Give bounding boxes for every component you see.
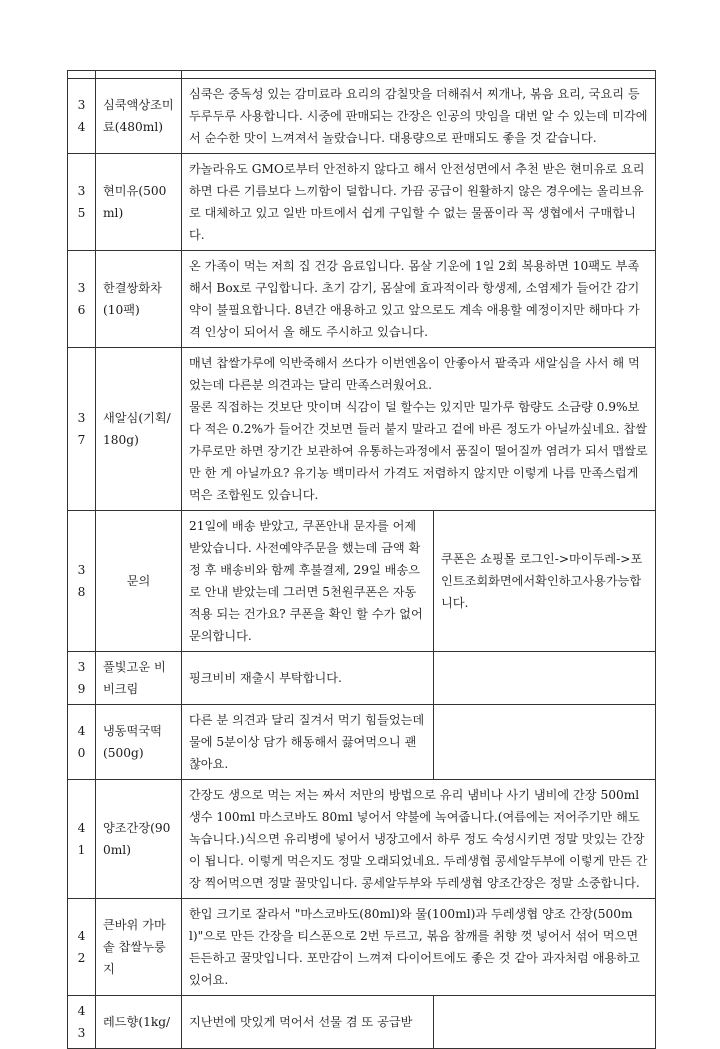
row-number: 41 xyxy=(68,780,96,899)
review-paragraph: 심쿡은 중독성 있는 감미료라 요리의 감칠맛을 더해줘서 찌개나, 볶음 요리, 국요리 등 두루두루 사용합니다. 시중에 판매되는 간장은 인공의 맛임을 대번 알 수 있는데 미각에서 순수한 맛이 느껴져서 놀랐습니다. 대용량으로 판매되도 좋을 것 같습니다. xyxy=(189,87,648,145)
top-spacer-row xyxy=(68,71,656,79)
product-name: 심쿡액상조미료(480ml) xyxy=(96,79,182,154)
product-name: 양조간장(900ml) xyxy=(96,780,182,899)
table-row xyxy=(68,511,656,652)
table-row xyxy=(68,996,656,1049)
review-text xyxy=(182,996,434,1049)
review-paragraph: 카놀라유도 GMO로부터 안전하지 않다고 해서 안전성면에서 추천 받은 현미유로 요리하면 다른 기름보다 느끼함이 덜합니다. 가끔 공급이 원활하지 않은 경우에는 올리브유로 대체하고 있고 일반 마트에서 쉽게 구입할 수 없는 물품이라 꼭 생협에서 구매합니다. xyxy=(189,162,645,242)
feedback-table xyxy=(67,70,656,1049)
product-name: 큰바위 가마솥 찹쌀누룽지 xyxy=(96,899,182,996)
row-number: 37 xyxy=(68,348,96,511)
product-name: 냉동떡국떡(500g) xyxy=(96,705,182,780)
table-row xyxy=(68,705,656,780)
review-text xyxy=(182,705,434,780)
response-text xyxy=(434,705,656,780)
review-paragraph: 간장도 생으로 먹는 저는 짜서 저만의 방법으로 유리 냄비나 사기 냄비에 간장 500ml 생수 100ml 마스코바도 80ml 넣어서 약불에 녹여줍니다.(여름에는 저어주기만 해도 녹습니다.)식으면 유리병에 넣어서 냉장고에서 하루 정도 숙성시키면 정말 맛있는 간장이 됩니다. 이렇게 먹은지도 정말 오래되었네요. 두레생협 콩세알두부에 이렇게 만든 간장 찍어먹으면 정말 꿀맛입니다. 콩세알두부와 두레생협 양조간장은 정말 소중합니다. xyxy=(189,788,648,890)
review-paragraph: 물론 직접하는 것보단 맛이며 식감이 덜 할수는 있지만 밀가루 함량도 소금량 0.9%보다 적은 0.2%가 들어간 것보면 들러 붙지 말라고 겉에 바른 정도가 아닐까싶네요. 찹쌀가루로만 하면 장기간 보관하여 유통하는과정에서 품질이 떨어질까 염려가 되서 맵쌀로만 한 게 아닐까요? 유기농 백미라서 가격도 저렴하지 않지만 이렇게 나름 만족스럽게 먹은 조합원도 있습니다. xyxy=(189,400,648,502)
spacer-cell xyxy=(182,71,656,79)
row-number: 43 xyxy=(68,996,96,1049)
table-row xyxy=(68,79,656,154)
review-text xyxy=(182,780,656,899)
product-name: 새알심(기획/180g) xyxy=(96,348,182,511)
product-name: 문의 xyxy=(96,511,182,652)
review-paragraph: 매년 찹쌀가루에 익반죽해서 쓰다가 이번엔옴이 안좋아서 팥죽과 새알심을 사서 해 먹었는데 다른분 의견과는 달리 만족스러웠어요. xyxy=(189,356,640,392)
row-number: 40 xyxy=(68,705,96,780)
spacer-cell xyxy=(96,71,182,79)
table-row xyxy=(68,899,656,996)
spacer-cell xyxy=(68,71,96,79)
response-text: 쿠폰은 쇼핑몰 로그인->마이두레->포인트조회화면에서확인하고사용가능합니다. xyxy=(434,511,656,652)
table-row xyxy=(68,780,656,899)
review-text xyxy=(182,511,434,652)
product-name: 한결쌍화차(10팩) xyxy=(96,251,182,348)
review-paragraph: 다른 분 의견과 달리 질겨서 먹기 힘들었는데 물에 5분이상 담가 해동해서 끓여먹으니 괜찮아요. xyxy=(189,713,425,771)
review-paragraph: 핑크비비 재출시 부탁합니다. xyxy=(189,671,342,685)
review-text xyxy=(182,79,656,154)
row-number: 36 xyxy=(68,251,96,348)
table-row xyxy=(68,348,656,511)
review-paragraph: 21일에 배송 받았고, 쿠폰안내 문자를 어제 받았습니다. 사전예약주문을 했는데 금액 확정 후 배송비와 함께 후불결제, 29일 배송으로 안내 받았는데 그러면 5천원쿠폰은 자동 적용 되는 건가요? 쿠폰을 확인 할 수가 없어 문의합니다. xyxy=(189,519,423,643)
table-row xyxy=(68,154,656,251)
row-number: 35 xyxy=(68,154,96,251)
product-name: 현미유(500ml) xyxy=(96,154,182,251)
row-number: 39 xyxy=(68,652,96,705)
review-text xyxy=(182,652,434,705)
product-name: 풀빛고운 비비크림 xyxy=(96,652,182,705)
review-paragraph: 온 가족이 먹는 저희 집 건강 음료입니다. 몸살 기운에 1일 2회 복용하면 10팩도 부족해서 Box로 구입합니다. 초기 감기, 몸살에 효과적이라 항생제, 소염제가 들어간 감기약이 불필요합니다. 8년간 애용하고 있고 앞으로도 계속 애용할 예정이지만 해마다 가격 인상이 되어서 올 해도 주시하고 있습니다. xyxy=(189,259,640,339)
row-number: 38 xyxy=(68,511,96,652)
table-row xyxy=(68,652,656,705)
review-text xyxy=(182,899,656,996)
review-text xyxy=(182,251,656,348)
review-text xyxy=(182,348,656,511)
review-paragraph: 지난번에 맛있게 먹어서 선물 겸 또 공급받 xyxy=(189,1015,413,1029)
response-text xyxy=(434,652,656,705)
response-text xyxy=(434,996,656,1049)
review-text xyxy=(182,154,656,251)
row-number: 34 xyxy=(68,79,96,154)
product-name: 레드향(1kg/ xyxy=(96,996,182,1049)
table-row xyxy=(68,251,656,348)
review-paragraph: 한입 크기로 잘라서 "마스코바도(80ml)와 물(100ml)과 두레생협 양조 간장(500ml)"으로 만든 간장을 티스푼으로 2번 두르고, 볶음 참깨를 취향 껏 넣어서 섞어 먹으면 든든하고 꿀맛입니다. 포만감이 느껴져 다이어트에도 좋은 것 같아 과자처럼 애용하고 있어요. xyxy=(189,907,640,987)
row-number: 42 xyxy=(68,899,96,996)
